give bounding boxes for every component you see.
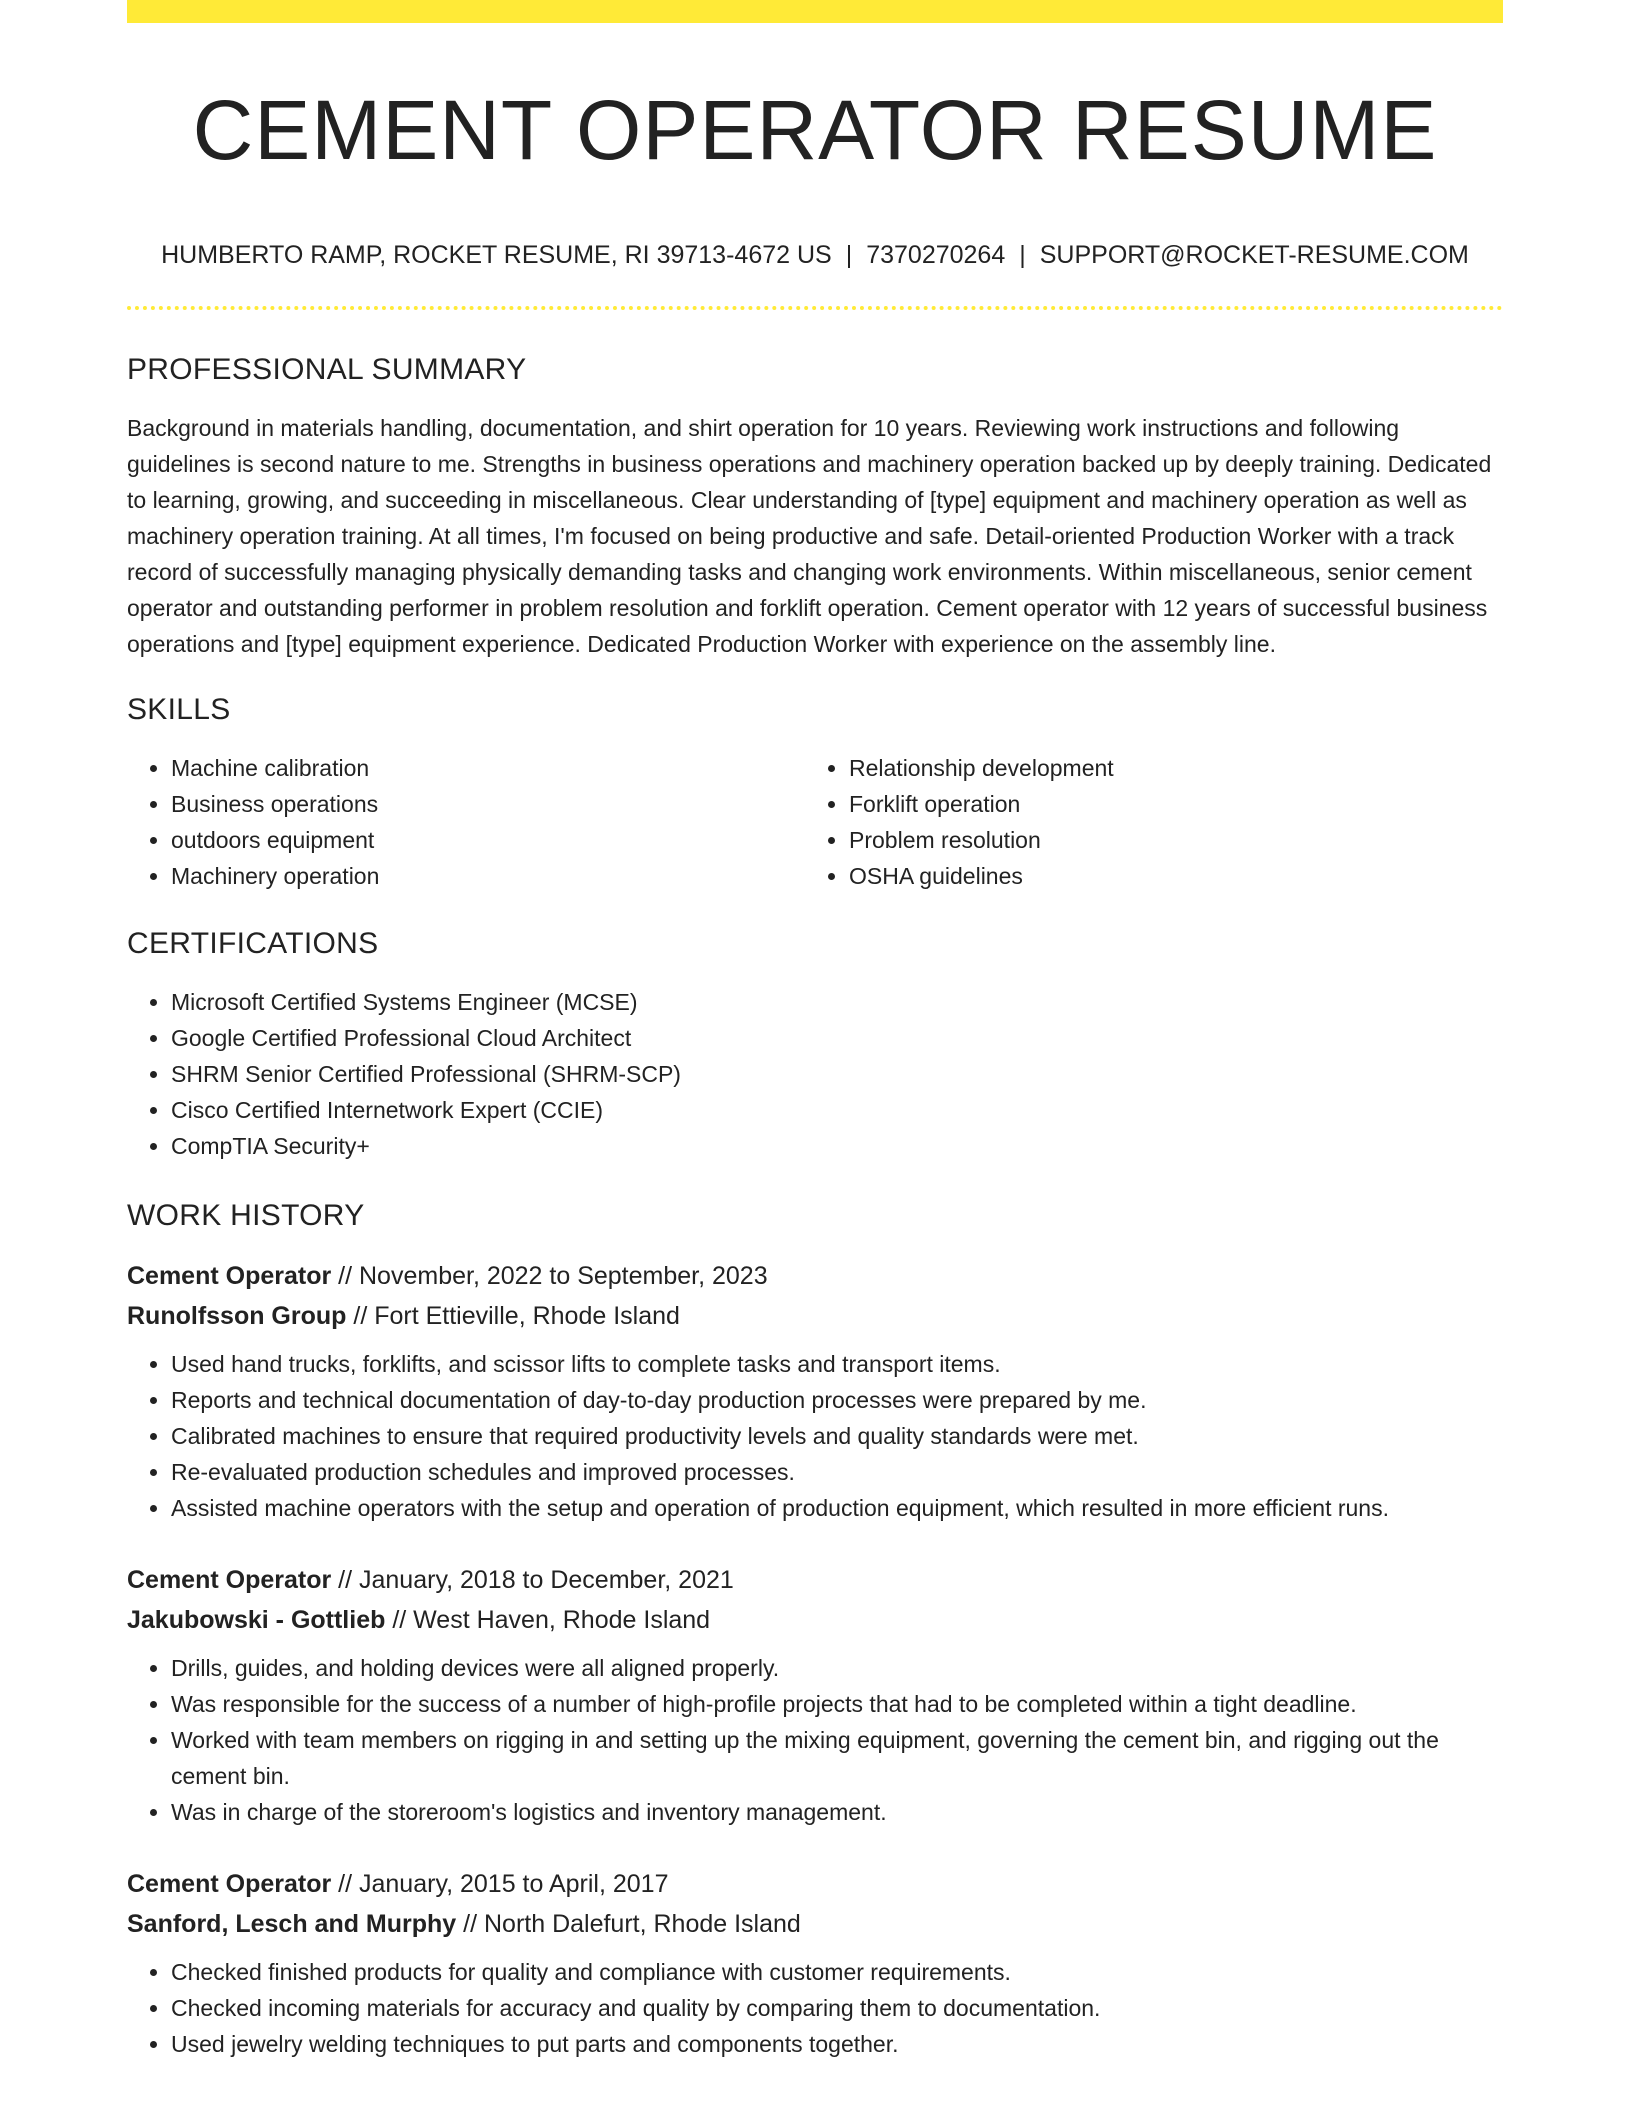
job-role: Cement Operator xyxy=(127,1870,332,1898)
list-item: • Checked incoming materials for accuracy and quality by comparing them to documentation. xyxy=(171,1990,1503,2026)
list-item: • Cisco Certified Internetwork Expert (CCIE) xyxy=(171,1092,1503,1128)
list-item: • CompTIA Security+ xyxy=(171,1128,1503,1164)
job-bullets xyxy=(127,1650,1503,1830)
certifications-section xyxy=(127,924,1503,1164)
top-accent-bar xyxy=(127,0,1503,23)
job-bullets xyxy=(127,1346,1503,1526)
job-dates: // November, 2022 to September, 2023 xyxy=(331,1262,768,1290)
list-item: • Forklift operation xyxy=(849,786,1483,822)
contact-separator: | xyxy=(1019,241,1026,269)
job-dates: // January, 2018 to December, 2021 xyxy=(331,1566,734,1594)
contact-line xyxy=(127,238,1503,272)
contact-phone: 7370270264 xyxy=(866,241,1006,269)
list-item: • Machine calibration xyxy=(171,750,805,786)
job-company: Runolfsson Group xyxy=(127,1302,347,1330)
summary-section xyxy=(127,350,1503,662)
list-item: • Assisted machine operators with the setup and operation of production equipment, which resulted in more efficient runs. xyxy=(171,1490,1503,1526)
list-item: • Business operations xyxy=(171,786,805,822)
list-item: • OSHA guidelines xyxy=(849,858,1483,894)
list-item: • Re-evaluated production schedules and improved processes. xyxy=(171,1454,1503,1490)
list-item: • Was in charge of the storeroom's logistics and inventory management. xyxy=(171,1794,1503,1830)
summary-heading: PROFESSIONAL SUMMARY xyxy=(127,353,527,386)
job-location: // Fort Ettieville, Rhode Island xyxy=(346,1302,680,1330)
job-location: // North Dalefurt, Rhode Island xyxy=(456,1910,801,1938)
list-item: • Calibrated machines to ensure that required productivity levels and quality standards were met. xyxy=(171,1418,1503,1454)
job-role: Cement Operator xyxy=(127,1566,332,1594)
contact-email: SUPPORT@ROCKET-RESUME.COM xyxy=(1039,241,1469,269)
job-title-line xyxy=(127,1560,1503,1600)
job-company: Jakubowski - Gottlieb xyxy=(127,1606,386,1634)
job-company-line xyxy=(127,1904,1503,1944)
list-item: • Worked with team members on rigging in and setting up the mixing equipment, governing the cement bin, and rigging out the cement bin. xyxy=(171,1722,1503,1794)
job-company-line xyxy=(127,1600,1503,1640)
dotted-divider xyxy=(127,306,1503,310)
list-item: • Checked finished products for quality and compliance with customer requirements. xyxy=(171,1954,1503,1990)
job-company-line xyxy=(127,1296,1503,1336)
job-location: // West Haven, Rhode Island xyxy=(385,1606,711,1634)
list-item: • Microsoft Certified Systems Engineer (MCSE) xyxy=(171,984,1503,1020)
list-item: • Used jewelry welding techniques to put parts and components together. xyxy=(171,2026,1503,2062)
contact-separator: | xyxy=(845,241,853,269)
job-entry xyxy=(127,1256,1503,1526)
list-item: • Used hand trucks, forklifts, and scissor lifts to complete tasks and transport items. xyxy=(171,1346,1503,1382)
list-item: • SHRM Senior Certified Professional (SHRM-SCP) xyxy=(171,1056,1503,1092)
resume-title: CEMENT OPERATOR RESUME xyxy=(192,83,1438,177)
list-item: • outdoors equipment xyxy=(171,822,805,858)
work-history-heading: WORK HISTORY xyxy=(127,1199,365,1232)
list-item: • Relationship development xyxy=(849,750,1483,786)
list-item: • Was responsible for the success of a number of high-profile projects that had to be completed within a tight deadline. xyxy=(171,1686,1503,1722)
list-item: • Google Certified Professional Cloud Architect xyxy=(171,1020,1503,1056)
skills-section xyxy=(127,690,1503,894)
list-item: • Problem resolution xyxy=(849,822,1483,858)
job-title-line xyxy=(127,1864,1503,1904)
job-entry xyxy=(127,1864,1503,2062)
list-item: • Reports and technical documentation of day-to-day production processes were prepared by me. xyxy=(171,1382,1503,1418)
contact-address: HUMBERTO RAMP, ROCKET RESUME, RI 39713-4672 US xyxy=(161,241,832,269)
job-role: Cement Operator xyxy=(127,1262,332,1290)
job-bullets xyxy=(127,1954,1503,2062)
job-dates: // January, 2015 to April, 2017 xyxy=(331,1870,669,1898)
skills-column-left xyxy=(127,750,805,894)
summary-text: Background in materials handling, documentation, and shirt operation for 10 years. Reviewing work instructions and following guidelines is second nature to me. Strengths in business operations and machinery operation backed up by deeply training. Dedicated to learning, growing, and succeeding in miscellaneous. Clear understanding of [type] equipment and machinery operation as well as machinery operation training. At all times, I'm focused on being productive and safe. Detail-oriented Production Worker with a track record of successfully managing physically demanding tasks and changing work environments. Within miscellaneous, senior cement operator and outstanding performer in problem resolution and forklift operation. Cement operator with 12 years of successful business operations and [type] equipment experience. Dedicated Production Worker with experience on the assembly line. xyxy=(127,415,1492,657)
certifications-list xyxy=(127,984,1503,1164)
skills-list-right xyxy=(805,750,1483,894)
work-history-section xyxy=(127,1196,1503,2062)
skills-column-right xyxy=(805,750,1483,894)
job-title-line xyxy=(127,1256,1503,1296)
job-company: Sanford, Lesch and Murphy xyxy=(127,1910,457,1938)
jobs-container xyxy=(127,1256,1503,2062)
job-entry xyxy=(127,1560,1503,1830)
skills-list-left xyxy=(127,750,805,894)
list-item: • Machinery operation xyxy=(171,858,805,894)
skills-columns xyxy=(127,750,1503,894)
list-item: • Drills, guides, and holding devices were all aligned properly. xyxy=(171,1650,1503,1686)
skills-heading: SKILLS xyxy=(127,693,231,726)
certifications-heading: CERTIFICATIONS xyxy=(127,927,379,960)
resume-content xyxy=(127,350,1503,2096)
